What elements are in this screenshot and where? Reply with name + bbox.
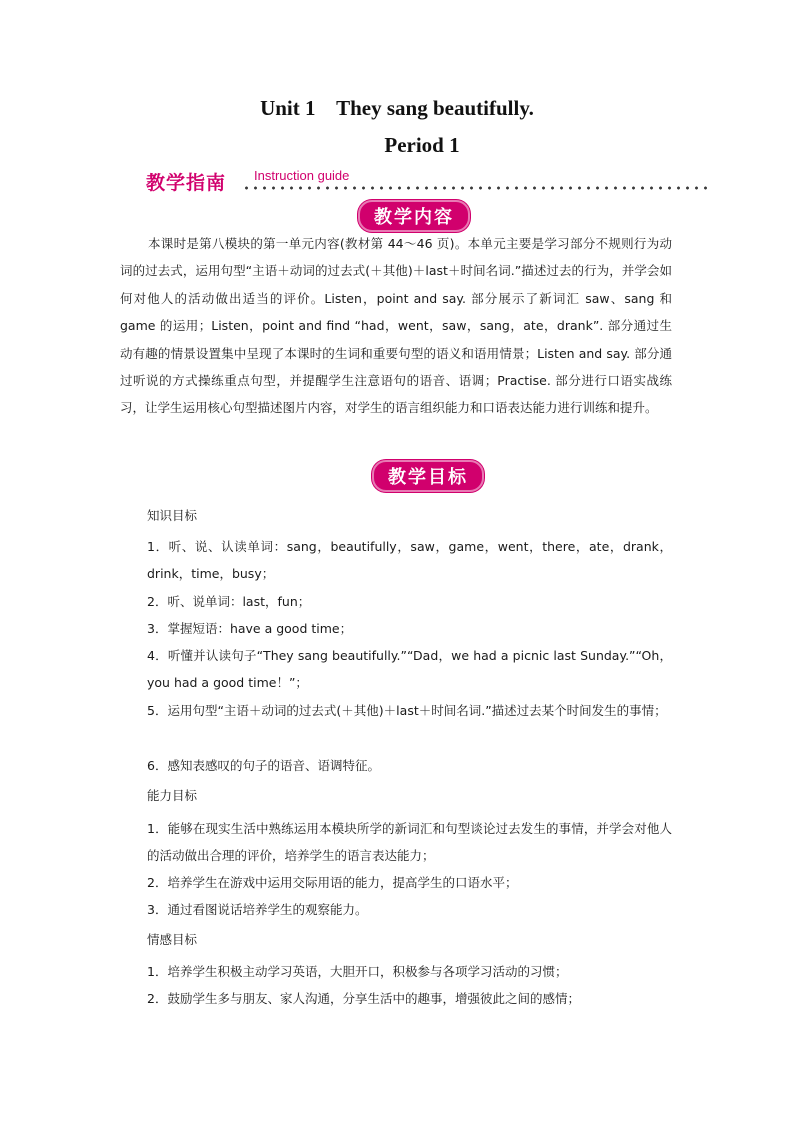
ability-item: 2．培养学生在游戏中运用交际用语的能力，提高学生的口语水平； <box>147 875 518 890</box>
ability-item: 3．通过看图说话培养学生的观察能力。 <box>147 902 368 917</box>
ability-goals-heading: 能力目标 <box>147 788 198 803</box>
teaching-content-paragraph: 本课时是第八模块的第一单元内容(教材第 44～46 页)。本单元主要是学习部分不规则行为动词的过去式，运用句型“主语＋动词的过去式(＋其他)＋last＋时间名词.”描述过去的行为，并学会如何对他人的活动做出适当的评价。Listen，point and say. 部分展示了新词汇 saw、sang 和 game 的运用；Listen，point and find “had，went，saw，sang，ate，drank”. 部分通过生动有趣的情景设置集中呈现了本课时的生词和重要句型的语义和语用情景；Listen and say. 部分通过听说的方式操练重点句型，并提醒学生注意语句的语音、语调；Practise. 部分进行口语实战练习，让学生运用核心句型描述图片内容，对学生的语言组织能力和口语表达能力进行训练和提升。 <box>120 236 672 416</box>
teaching-goals-badge: 教学目标 <box>372 460 484 492</box>
knowledge-goals-heading: 知识目标 <box>147 508 198 523</box>
guide-title-cn: 教学指南 <box>146 172 227 194</box>
instruction-guide-header <box>146 166 712 196</box>
knowledge-item: 4．听懂并认读句子“They sang beautifully.”“Dad，we had a picnic last Sunday.”“Oh，you had a good time！”； <box>147 648 672 691</box>
period-title: Period 1 <box>384 133 460 157</box>
emotion-item: 2．鼓励学生多与朋友、家人沟通，分享生活中的趣事，增强彼此之间的感情； <box>147 991 580 1006</box>
guide-title-en: Instruction guide <box>254 168 350 183</box>
ability-item: 1．能够在现实生活中熟练运用本模块所学的新词汇和句型谈论过去发生的事情，并学会对他人的活动做出合理的评价，培养学生的语言表达能力； <box>147 821 672 864</box>
dotted-rule <box>242 186 712 190</box>
teaching-content-badge: 教学内容 <box>358 200 470 232</box>
knowledge-item: 5．运用句型“主语＋动词的过去式(＋其他)＋last＋时间名词.”描述过去某个时间发生的事情； <box>147 703 667 718</box>
emotion-item: 1．培养学生积极主动学习英语，大胆开口，积极参与各项学习活动的习惯； <box>147 964 568 979</box>
emotion-goals-heading: 情感目标 <box>147 932 198 947</box>
knowledge-item: 6．感知表感叹的句子的语音、语调特征。 <box>147 758 380 773</box>
knowledge-item: 2．听、说单词：last，fun； <box>147 594 311 609</box>
knowledge-item: 1．听、说、认读单词：sang，beautifully，saw，game，went，there，ate，drank，drink，time，busy； <box>147 539 672 582</box>
unit-title: Unit 1 They sang beautifully. <box>260 96 534 120</box>
knowledge-item: 3．掌握短语：have a good time； <box>147 621 353 636</box>
